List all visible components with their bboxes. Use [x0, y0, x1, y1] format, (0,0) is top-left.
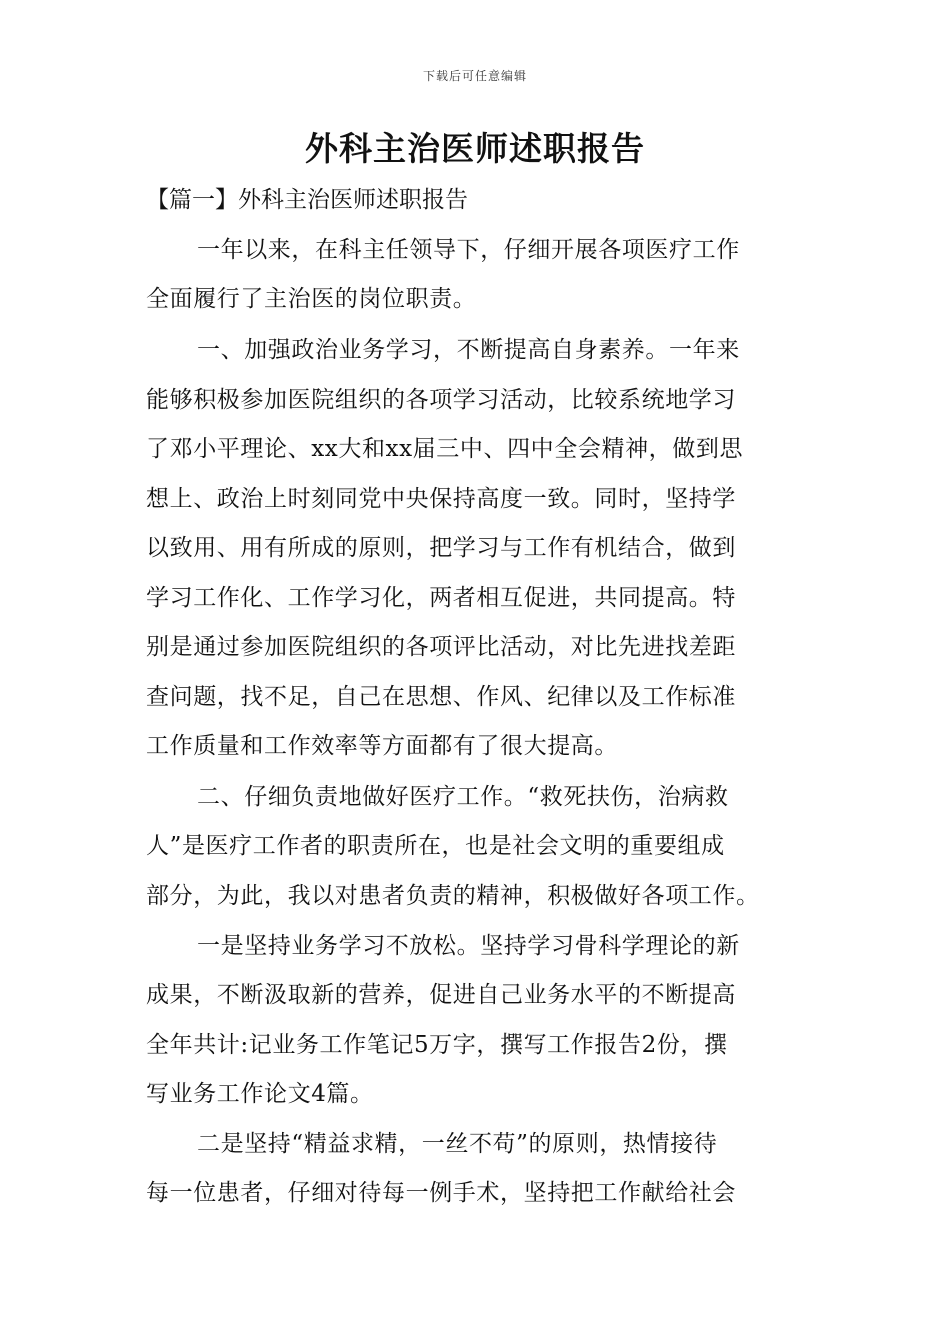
document-title: 外科主治医师述职报告 — [305, 129, 645, 168]
paragraph-line: 以致用、用有所成的原则，把学习与工作有机结合，做到 — [146, 535, 736, 561]
paragraph-line: 能够积极参加医院组织的各项学习活动，比较系统地学习 — [146, 387, 736, 413]
paragraph-line: 部分，为此，我以对患者负责的精神，积极做好各项工作。 — [146, 883, 760, 909]
paragraph-line: 二是坚持“精益求精，一丝不苟”的原则，热情接待 — [197, 1131, 718, 1157]
paragraph-line: 一、加强政治业务学习，不断提高自身素养。一年来 — [197, 337, 740, 363]
section-heading: 【篇一】外科主治医师述职报告 — [146, 187, 468, 213]
paragraph-line: 每一位患者，仔细对待每一例手术，坚持把工作献给社会 — [146, 1180, 736, 1206]
paragraph-line: 全年共计:记业务工作笔记5万字，撰写工作报告2份，撰 — [146, 1032, 728, 1058]
paragraph-line: 了邓小平理论、xx大和xx届三中、四中全会精神，做到思 — [146, 436, 744, 462]
paragraph-line: 查问题，找不足，自己在思想、作风、纪律以及工作标准 — [146, 684, 736, 710]
paragraph-line: 学习工作化、工作学习化，两者相互促进，共同提高。特 — [146, 585, 736, 611]
paragraph-line: 一年以来，在科主任领导下，仔细开展各项医疗工作 — [197, 237, 740, 263]
paragraph-line: 人”是医疗工作者的职责所在，也是社会文明的重要组成 — [146, 833, 725, 859]
paragraph-line: 全面履行了主治医的岗位职责。 — [146, 286, 477, 312]
paragraph-line: 成果，不断汲取新的营养，促进自己业务水平的不断提高 — [146, 982, 736, 1008]
paragraph-line: 别是通过参加医院组织的各项评比活动，对比先进找差距 — [146, 634, 736, 660]
paragraph-line: 想上、政治上时刻同党中央保持高度一致。同时，坚持学 — [146, 486, 736, 512]
paragraph-line: 二、仔细负责地做好医疗工作。“救死扶伤，治病救 — [197, 784, 729, 810]
paragraph-line: 写业务工作论文4篇。 — [146, 1081, 374, 1107]
paragraph-line: 一是坚持业务学习不放松。坚持学习骨科学理论的新 — [197, 933, 740, 959]
header-note: 下载后可任意编辑 — [422, 69, 527, 83]
paragraph-line: 工作质量和工作效率等方面都有了很大提高。 — [146, 733, 618, 759]
